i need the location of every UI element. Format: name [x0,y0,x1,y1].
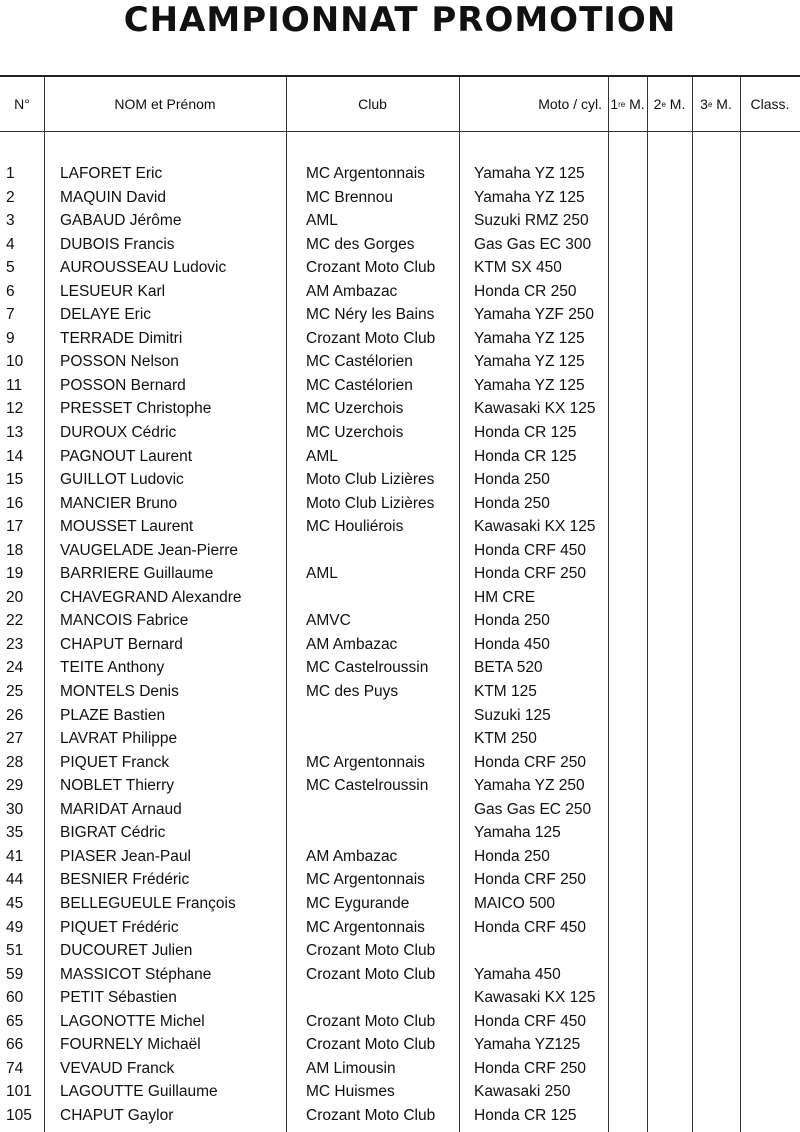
table-row [0,1081,800,1105]
rider-moto: MAICO 500 [474,894,555,912]
table-row [0,657,800,681]
rider-number: 29 [6,777,24,795]
header-num: N° [14,96,30,112]
rider-club: MC Argentonnais [306,753,425,771]
table-row [0,634,800,658]
rider-club: MC Néry les Bains [306,306,435,324]
rider-number: 30 [6,800,24,818]
rider-moto: Yamaha YZ125 [474,1036,581,1054]
rider-number: 28 [6,753,24,771]
rider-number: 15 [6,471,24,489]
rider-name: POSSON Bernard [60,376,186,394]
rider-number: 44 [6,871,24,889]
rider-moto: Yamaha YZ 125 [474,376,585,394]
rider-number: 18 [6,541,24,559]
rider-club: AML [306,565,338,583]
table-row [0,163,800,187]
rider-moto: Honda CRF 450 [474,541,587,559]
table-row [0,917,800,941]
results-table [0,75,800,1132]
rider-club: MC Eygurande [306,894,410,912]
rider-number: 59 [6,965,24,983]
rider-number: 101 [6,1083,32,1101]
table-row [0,234,800,258]
rider-name: PRESSET Christophe [60,400,212,418]
table-row [0,869,800,893]
header-divider [0,131,800,132]
table-row [0,940,800,964]
rider-moto: Honda CRF 450 [474,1012,587,1030]
rider-moto: KTM SX 450 [474,259,562,277]
table-row [0,775,800,799]
rider-name: PETIT Sébastien [60,989,177,1007]
rider-club: Crozant Moto Club [306,1106,436,1124]
rider-number: 14 [6,447,24,465]
table-row [0,728,800,752]
rider-name: MASSICOT Stéphane [60,965,212,983]
table-row [0,351,800,375]
rider-moto: Honda 250 [474,494,550,512]
rider-moto: Honda CR 250 [474,282,577,300]
page-title: CHAMPIONNAT PROMOTION [123,0,677,40]
rider-number: 12 [6,400,24,418]
rider-name: LAFORET Eric [60,165,163,182]
rider-number: 74 [6,1059,24,1077]
rider-club: MC Houliérois [306,518,404,536]
header-manche-3: 3 e M. [700,96,732,112]
rider-number: 10 [6,353,24,371]
rider-name: CHAPUT Gaylor [60,1106,174,1124]
rider-moto: Yamaha YZ 125 [474,353,585,371]
rider-moto: Gas Gas EC 250 [474,800,592,818]
table-row [0,705,800,729]
rider-club: Crozant Moto Club [306,329,436,347]
rider-moto: Honda CRF 450 [474,918,587,936]
rider-name: MONTELS Denis [60,683,179,701]
rider-number: 65 [6,1012,24,1030]
table-row [0,375,800,399]
rider-number: 27 [6,730,24,748]
header-manche-1: 1 re M. [610,96,645,112]
rider-moto: Kawasaki KX 125 [474,400,596,418]
table-row [0,398,800,422]
table-row [0,799,800,823]
rider-club: MC Uzerchois [306,400,404,418]
rider-moto: Yamaha 450 [474,965,561,983]
table-row [0,516,800,540]
rider-club: MC des Puys [306,683,399,701]
table-row [0,210,800,234]
rider-moto: Gas Gas EC 300 [474,235,592,253]
rider-name: FOURNELY Michaël [60,1036,201,1054]
rider-name: PAGNOUT Laurent [60,447,193,465]
rider-name: CHAVEGRAND Alexandre [60,588,242,606]
rider-moto: HM CRE [474,588,536,606]
rider-moto: Yamaha YZ 125 [474,165,585,182]
table-row [0,257,800,281]
rider-name: DUROUX Cédric [60,424,177,442]
rider-club: MC Brennou [306,188,394,206]
rider-number: 2 [6,188,15,206]
rider-number: 41 [6,847,24,865]
rider-club: AMVC [306,612,351,630]
rider-moto: Honda 250 [474,612,550,630]
rider-club: MC Argentonnais [306,871,425,889]
rider-name: VEVAUD Franck [60,1059,175,1077]
table-row [0,540,800,564]
table-row [0,964,800,988]
rider-number: 26 [6,706,24,724]
rider-name: CHAPUT Bernard [60,635,183,653]
rider-club: AM Ambazac [306,847,398,865]
rider-number: 66 [6,1036,24,1054]
table-row [0,822,800,846]
table-row [0,987,800,1011]
rider-name: DUCOURET Julien [60,942,193,960]
rider-moto: Yamaha YZ 125 [474,188,585,206]
table-row [0,563,800,587]
rider-number: 49 [6,918,24,936]
rider-number: 4 [6,235,15,253]
rider-moto: Honda CR 125 [474,1106,577,1124]
rider-club: MC Huismes [306,1083,395,1101]
rider-moto: Suzuki RMZ 250 [474,212,589,230]
rider-club: MC des Gorges [306,235,415,253]
rider-number: 16 [6,494,24,512]
rider-number: 45 [6,894,24,912]
rider-number: 13 [6,424,24,442]
rider-moto: Honda CR 125 [474,424,577,442]
rider-number: 1 [6,165,15,182]
rider-name: MANCIER Bruno [60,494,178,512]
table-row [0,422,800,446]
rider-moto: Kawasaki KX 125 [474,989,596,1007]
table-row [0,893,800,917]
rider-name: LAVRAT Philippe [60,730,178,748]
rider-name: BIGRAT Cédric [60,824,166,842]
rider-club: Crozant Moto Club [306,1012,436,1030]
rider-club: MC Castelroussin [306,659,429,677]
rider-moto: Suzuki 125 [474,706,551,724]
header-moto: Moto / cyl. [538,96,602,112]
rider-moto: Honda CRF 250 [474,753,587,771]
rider-number: 24 [6,659,24,677]
table-row [0,328,800,352]
table-row [0,187,800,211]
rider-moto: KTM 250 [474,730,537,748]
rider-name: PIQUET Franck [60,753,170,771]
rider-club: MC Uzerchois [306,424,404,442]
rider-club: Moto Club Lizières [306,494,435,512]
rider-club: MC Castelroussin [306,777,429,795]
rider-club: MC Castélorien [306,376,413,394]
rider-club: AM Ambazac [306,282,398,300]
rider-number: 6 [6,282,15,300]
rider-number: 9 [6,329,15,347]
table-row [0,1011,800,1035]
table-row [0,281,800,305]
rider-number: 19 [6,565,24,583]
rider-name: MARIDAT Arnaud [60,800,182,818]
rider-name: BARRIERE Guillaume [60,565,214,583]
rider-name: POSSON Nelson [60,353,179,371]
rider-moto: Yamaha YZ 250 [474,777,585,795]
rider-number: 105 [6,1106,32,1124]
rider-number: 60 [6,989,24,1007]
rider-name: GABAUD Jérôme [60,212,182,230]
rider-club: MC Argentonnais [306,165,425,182]
table-row [0,469,800,493]
table-row [0,1105,800,1129]
table-row [0,752,800,776]
rider-name: MOUSSET Laurent [60,518,194,536]
rider-name: MANCOIS Fabrice [60,612,189,630]
rider-number: 20 [6,588,24,606]
rider-list [0,163,800,1128]
rider-moto: Honda 450 [474,635,550,653]
rider-club: MC Castélorien [306,353,413,371]
rider-name: VAUGELADE Jean-Pierre [60,541,239,559]
rider-club: MC Argentonnais [306,918,425,936]
rider-club: AM Limousin [306,1059,396,1077]
table-row [0,846,800,870]
rider-moto: BETA 520 [474,659,543,677]
rider-name: TEITE Anthony [60,659,165,677]
rider-name: LESUEUR Karl [60,282,166,300]
rider-number: 22 [6,612,24,630]
rider-moto: Honda CRF 250 [474,1059,587,1077]
rider-moto: Honda CR 125 [474,447,577,465]
table-row [0,1058,800,1082]
header-classement: Class. [750,96,790,112]
rider-club: AM Ambazac [306,635,398,653]
rider-moto: Honda 250 [474,847,550,865]
rider-number: 3 [6,212,15,230]
rider-name: DUBOIS Francis [60,235,175,253]
rider-moto: KTM 125 [474,683,537,701]
rider-name: BESNIER Frédéric [60,871,190,889]
rider-name: NOBLET Thierry [60,777,174,795]
rider-name: BELLEGUEULE François [60,894,236,912]
rider-moto: Yamaha 125 [474,824,561,842]
rider-moto: Honda CRF 250 [474,565,587,583]
rider-name: AUROUSSEAU Ludovic [60,259,227,277]
rider-club: Crozant Moto Club [306,1036,436,1054]
rider-number: 7 [6,306,15,324]
rider-name: DELAYE Eric [60,306,152,324]
header-name: NOM et Prénom [114,96,216,112]
rider-moto: Honda CRF 250 [474,871,587,889]
rider-number: 23 [6,635,24,653]
rider-number: 51 [6,942,24,960]
rider-name: GUILLOT Ludovic [60,471,184,489]
rider-name: PIASER Jean-Paul [60,847,191,865]
rider-moto: Kawasaki 250 [474,1083,571,1101]
table-row [0,587,800,611]
rider-name: PIQUET Frédéric [60,918,179,936]
rider-club: Crozant Moto Club [306,259,436,277]
rider-moto: Yamaha YZ 125 [474,329,585,347]
rider-number: 17 [6,518,24,536]
rider-number: 5 [6,259,15,277]
rider-name: MAQUIN David [60,188,166,206]
rider-club: Crozant Moto Club [306,965,436,983]
header-club: Club [358,96,387,112]
table-row [0,1034,800,1058]
rider-moto: Honda 250 [474,471,550,489]
rider-club: AML [306,212,338,230]
header-manche-2: 2 e M. [653,96,686,112]
table-row [0,493,800,517]
table-row [0,446,800,470]
rider-club: Crozant Moto Club [306,942,436,960]
table-row [0,304,800,328]
rider-number: 35 [6,824,24,842]
rider-name: TERRADE Dimitri [60,329,183,347]
rider-club: Moto Club Lizières [306,471,435,489]
rider-moto: Kawasaki KX 125 [474,518,596,536]
rider-number: 11 [6,376,23,394]
rider-name: PLAZE Bastien [60,706,166,724]
table-row [0,610,800,634]
rider-club: AML [306,447,338,465]
table-row [0,681,800,705]
rider-name: LAGONOTTE Michel [60,1012,205,1030]
rider-moto: Yamaha YZF 250 [474,306,595,324]
rider-number: 25 [6,683,24,701]
rider-name: LAGOUTTE Guillaume [60,1083,218,1101]
